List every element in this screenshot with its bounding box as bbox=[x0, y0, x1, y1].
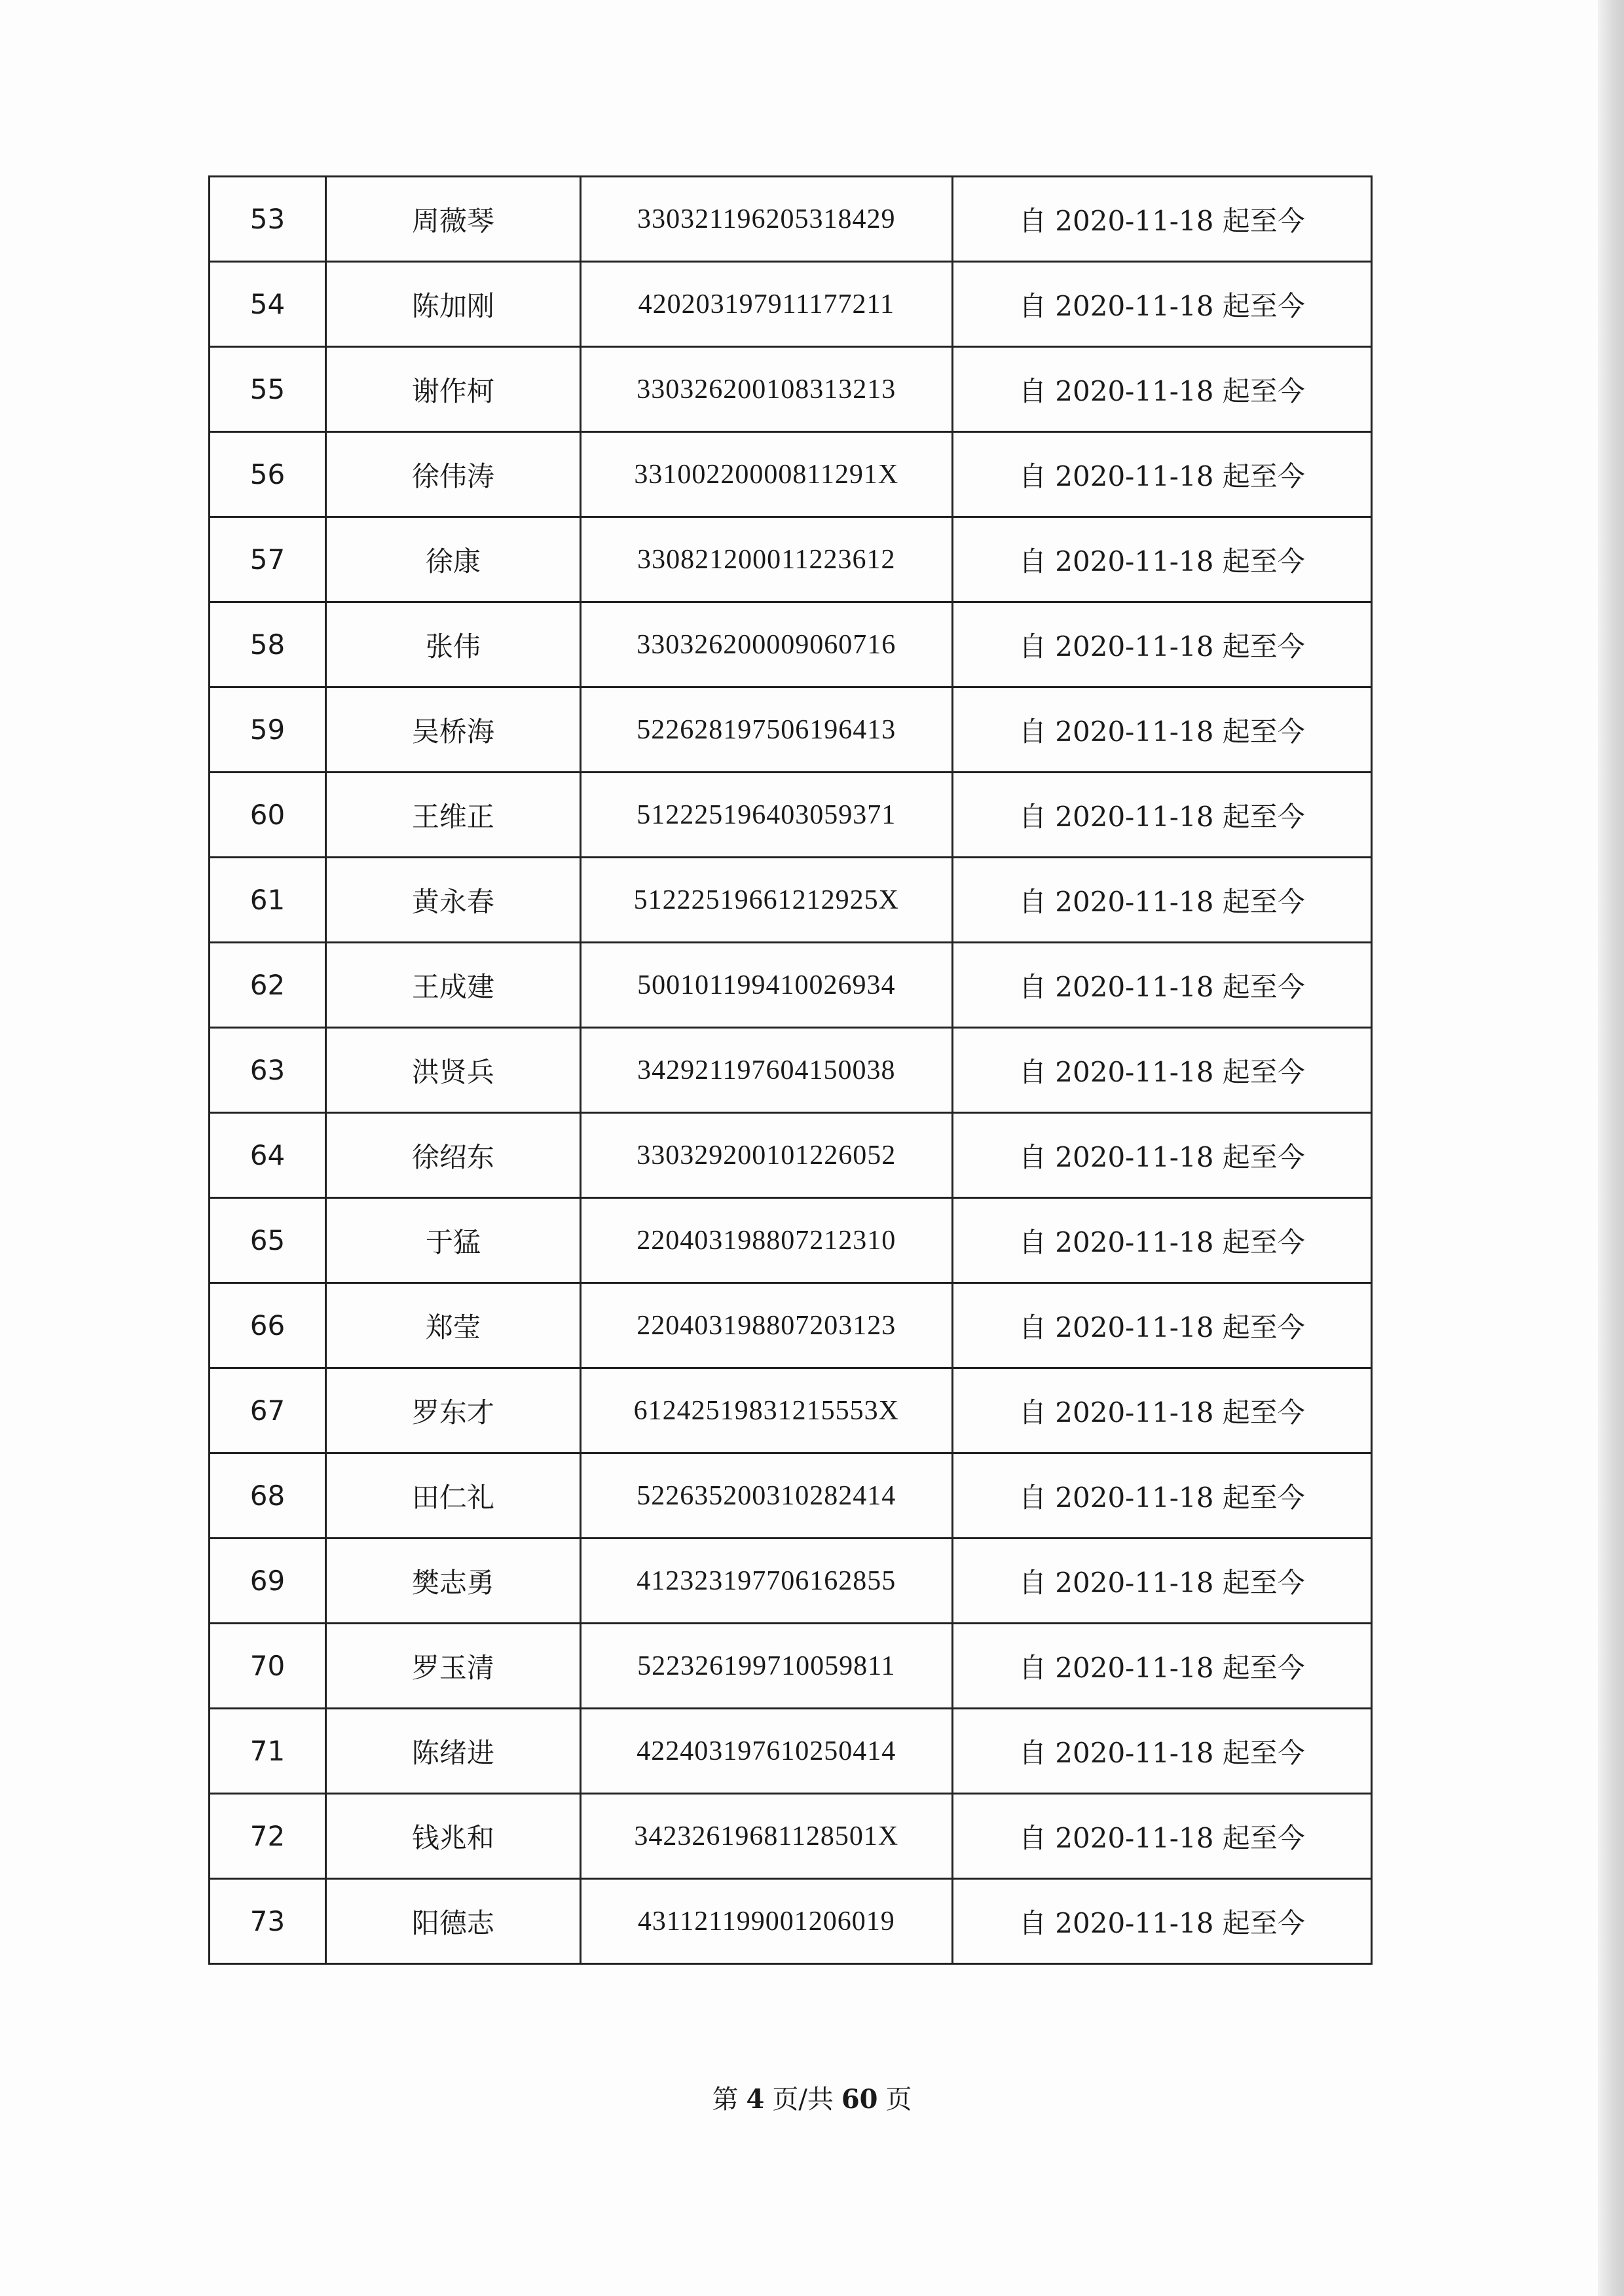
name-cell: 于猛 bbox=[325, 1198, 580, 1283]
row-number-cell: 62 bbox=[210, 943, 326, 1028]
name-cell: 黄永春 bbox=[325, 858, 580, 943]
footer-middle: 页/共 bbox=[772, 2085, 834, 2115]
name-cell: 王维正 bbox=[325, 773, 580, 858]
row-number-cell: 66 bbox=[210, 1283, 326, 1368]
name-cell: 谢作柯 bbox=[325, 347, 580, 432]
row-number-cell: 56 bbox=[210, 432, 326, 517]
period-cell: 自 2020-11-18 起至今 bbox=[952, 1283, 1371, 1368]
table-row bbox=[210, 602, 1372, 687]
id-number-cell: 330326200108313213 bbox=[580, 347, 952, 432]
name-cell: 罗玉清 bbox=[325, 1624, 580, 1709]
table-row bbox=[210, 1283, 1372, 1368]
period-cell: 自 2020-11-18 起至今 bbox=[952, 773, 1371, 858]
row-number-cell: 57 bbox=[210, 517, 326, 602]
id-number-cell: 522628197506196413 bbox=[580, 687, 952, 773]
name-cell: 陈加刚 bbox=[325, 262, 580, 347]
id-number-cell: 330321196205318429 bbox=[580, 177, 952, 262]
id-number-cell: 522635200310282414 bbox=[580, 1453, 952, 1539]
period-cell: 自 2020-11-18 起至今 bbox=[952, 517, 1371, 602]
row-number-cell: 58 bbox=[210, 602, 326, 687]
name-cell: 张伟 bbox=[325, 602, 580, 687]
table-row bbox=[210, 858, 1372, 943]
id-number-cell: 412323197706162855 bbox=[580, 1539, 952, 1624]
footer-prefix: 第 bbox=[712, 2085, 739, 2115]
id-number-cell: 34232619681128501X bbox=[580, 1794, 952, 1879]
id-number-cell: 420203197911177211 bbox=[580, 262, 952, 347]
table-row bbox=[210, 1794, 1372, 1879]
name-cell: 周薇琴 bbox=[325, 177, 580, 262]
period-cell: 自 2020-11-18 起至今 bbox=[952, 177, 1371, 262]
period-cell: 自 2020-11-18 起至今 bbox=[952, 858, 1371, 943]
row-number-cell: 70 bbox=[210, 1624, 326, 1709]
id-number-cell: 33100220000811291X bbox=[580, 432, 952, 517]
row-number-cell: 61 bbox=[210, 858, 326, 943]
page-footer bbox=[0, 2079, 1624, 2116]
scan-edge-shadow bbox=[1598, 0, 1624, 2296]
table-row bbox=[210, 1453, 1372, 1539]
id-number-cell: 522326199710059811 bbox=[580, 1624, 952, 1709]
name-cell: 陈绪进 bbox=[325, 1709, 580, 1794]
period-cell: 自 2020-11-18 起至今 bbox=[952, 1368, 1371, 1453]
row-number-cell: 54 bbox=[210, 262, 326, 347]
table-row bbox=[210, 347, 1372, 432]
period-cell: 自 2020-11-18 起至今 bbox=[952, 1113, 1371, 1198]
name-cell: 徐绍东 bbox=[325, 1113, 580, 1198]
period-cell: 自 2020-11-18 起至今 bbox=[952, 432, 1371, 517]
period-cell: 自 2020-11-18 起至今 bbox=[952, 347, 1371, 432]
table-row bbox=[210, 1624, 1372, 1709]
table-row bbox=[210, 177, 1372, 262]
row-number-cell: 60 bbox=[210, 773, 326, 858]
roster-table bbox=[208, 175, 1373, 1965]
period-cell: 自 2020-11-18 起至今 bbox=[952, 1453, 1371, 1539]
table-row bbox=[210, 687, 1372, 773]
id-number-cell: 512225196403059371 bbox=[580, 773, 952, 858]
period-cell: 自 2020-11-18 起至今 bbox=[952, 1198, 1371, 1283]
table-row bbox=[210, 432, 1372, 517]
id-number-cell: 330326200009060716 bbox=[580, 602, 952, 687]
table-row bbox=[210, 1879, 1372, 1964]
table-row bbox=[210, 1198, 1372, 1283]
name-cell: 王成建 bbox=[325, 943, 580, 1028]
name-cell: 樊志勇 bbox=[325, 1539, 580, 1624]
row-number-cell: 71 bbox=[210, 1709, 326, 1794]
table-row bbox=[210, 517, 1372, 602]
row-number-cell: 65 bbox=[210, 1198, 326, 1283]
period-cell: 自 2020-11-18 起至今 bbox=[952, 687, 1371, 773]
row-number-cell: 63 bbox=[210, 1028, 326, 1113]
id-number-cell: 61242519831215553X bbox=[580, 1368, 952, 1453]
id-number-cell: 51222519661212925X bbox=[580, 858, 952, 943]
name-cell: 阳德志 bbox=[325, 1879, 580, 1964]
period-cell: 自 2020-11-18 起至今 bbox=[952, 1028, 1371, 1113]
id-number-cell: 431121199001206019 bbox=[580, 1879, 952, 1964]
period-cell: 自 2020-11-18 起至今 bbox=[952, 1539, 1371, 1624]
row-number-cell: 72 bbox=[210, 1794, 326, 1879]
name-cell: 罗东才 bbox=[325, 1368, 580, 1453]
name-cell: 田仁礼 bbox=[325, 1453, 580, 1539]
id-number-cell: 330329200101226052 bbox=[580, 1113, 952, 1198]
period-cell: 自 2020-11-18 起至今 bbox=[952, 1794, 1371, 1879]
period-cell: 自 2020-11-18 起至今 bbox=[952, 1709, 1371, 1794]
id-number-cell: 220403198807203123 bbox=[580, 1283, 952, 1368]
period-cell: 自 2020-11-18 起至今 bbox=[952, 943, 1371, 1028]
id-number-cell: 500101199410026934 bbox=[580, 943, 952, 1028]
table-row bbox=[210, 773, 1372, 858]
period-cell: 自 2020-11-18 起至今 bbox=[952, 602, 1371, 687]
id-number-cell: 422403197610250414 bbox=[580, 1709, 952, 1794]
footer-suffix: 页 bbox=[885, 2085, 912, 2115]
current-page-number: 4 bbox=[746, 2084, 765, 2115]
period-cell: 自 2020-11-18 起至今 bbox=[952, 1624, 1371, 1709]
table-row bbox=[210, 1539, 1372, 1624]
row-number-cell: 55 bbox=[210, 347, 326, 432]
name-cell: 钱兆和 bbox=[325, 1794, 580, 1879]
name-cell: 吴桥海 bbox=[325, 687, 580, 773]
row-number-cell: 67 bbox=[210, 1368, 326, 1453]
table-row bbox=[210, 943, 1372, 1028]
row-number-cell: 59 bbox=[210, 687, 326, 773]
table-row bbox=[210, 1113, 1372, 1198]
total-pages-number: 60 bbox=[841, 2084, 878, 2115]
table-row bbox=[210, 1368, 1372, 1453]
id-number-cell: 220403198807212310 bbox=[580, 1198, 952, 1283]
table-row bbox=[210, 262, 1372, 347]
name-cell: 徐伟涛 bbox=[325, 432, 580, 517]
table-row bbox=[210, 1709, 1372, 1794]
id-number-cell: 330821200011223612 bbox=[580, 517, 952, 602]
name-cell: 洪贤兵 bbox=[325, 1028, 580, 1113]
table-row bbox=[210, 1028, 1372, 1113]
name-cell: 徐康 bbox=[325, 517, 580, 602]
row-number-cell: 68 bbox=[210, 1453, 326, 1539]
row-number-cell: 73 bbox=[210, 1879, 326, 1964]
row-number-cell: 64 bbox=[210, 1113, 326, 1198]
roster-table-body bbox=[210, 177, 1372, 1964]
period-cell: 自 2020-11-18 起至今 bbox=[952, 1879, 1371, 1964]
period-cell: 自 2020-11-18 起至今 bbox=[952, 262, 1371, 347]
id-number-cell: 342921197604150038 bbox=[580, 1028, 952, 1113]
row-number-cell: 69 bbox=[210, 1539, 326, 1624]
name-cell: 郑莹 bbox=[325, 1283, 580, 1368]
row-number-cell: 53 bbox=[210, 177, 326, 262]
